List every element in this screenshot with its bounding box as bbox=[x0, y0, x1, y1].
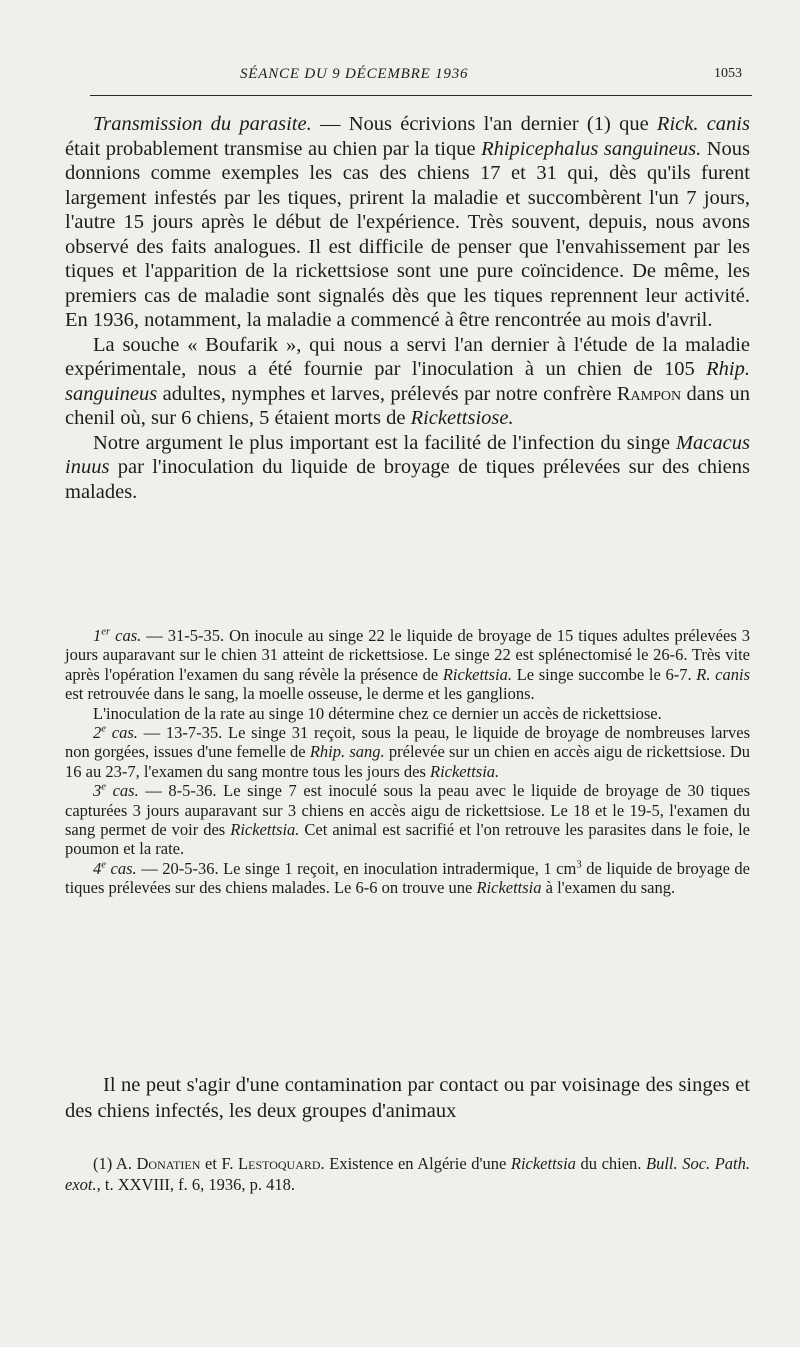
species-name: R. canis bbox=[696, 664, 750, 684]
paragraph-closing: Il ne peut s'agir d'une contamination par contact ou par voisinage des singes et des chiens infectés, les deux groupes d'animaux bbox=[65, 1074, 750, 1122]
author-name: Rampon bbox=[616, 382, 682, 405]
paragraph-boufarik bbox=[65, 333, 750, 431]
paragraph-transmission bbox=[65, 112, 750, 333]
paragraph-text: Notre argument le plus important est la facilité de l'infection du singe bbox=[93, 431, 676, 454]
species-name: Rickettsia. bbox=[230, 820, 300, 840]
case-label: 1er cas. bbox=[93, 625, 142, 645]
paragraph-text: dans un chenil où, sur 6 chiens, 5 étaient morts de bbox=[65, 382, 750, 429]
paragraph-text: par l'inoculation du liquide de broyage de tiques prélevées sur des chiens malades. bbox=[65, 456, 750, 503]
case-text: Cet animal est sacrifié et l'on retrouve les parasites dans le foie, le poumon et la rate. bbox=[65, 820, 750, 859]
case-1-continuation: L'inoculation de la rate au singe 10 détermine chez ce dernier un accès de rickettsiose. bbox=[93, 703, 662, 723]
case-text: Le singe succombe le 6-7. bbox=[512, 664, 697, 684]
case-text: prélevée sur un chien en accès aigu de rickettsiose. Du 16 au 23-7, l'examen du sang montre tous les jours des bbox=[65, 742, 750, 781]
case-text: — 20-5-36. Le singe 1 reçoit, en inoculation intradermique, 1 cm bbox=[136, 858, 577, 878]
page-number: 1053 bbox=[714, 66, 742, 81]
journal-name: Bull. Soc. Path. exot. bbox=[65, 1154, 751, 1194]
paragraph-text: était probablement transmise au chien par la tique bbox=[65, 137, 482, 160]
case-text: de liquide de broyage de tiques prélevées sur des chiens malades. Le 6-6 on trouve une bbox=[65, 858, 751, 898]
running-head: SÉANCE DU 9 DÉCEMBRE 1936 bbox=[240, 66, 469, 82]
paragraph-text: Nous donnions comme exemples les cas des chiens 17 et 31 qui, dès qu'ils furent largement infestés par les tiques, prirent la maladie et succombèrent l'un 7 jours, l'autre 15 jours après le début de l'expérience. Très souvent, depuis, nous avons observé des faits analogues. Il est difficile de penser que l'envahissement par les tiques et l'apparition de la rickettsiose sont une pure coïncidence. De même, les premiers cas de maladie sont signalés dès que les tiques reprennent leur activité. En 1936, notamment, la maladie a commencé à être rencontrée au mois d'avril. bbox=[65, 137, 750, 331]
section-heading: Transmission du parasite. bbox=[93, 113, 312, 135]
species-name: Rhipicephalus sanguineus. bbox=[481, 137, 702, 160]
case-reports bbox=[65, 626, 750, 898]
case-label: 4e cas. bbox=[93, 858, 137, 878]
case-label: 2e cas. bbox=[93, 722, 138, 743]
case-3 bbox=[65, 781, 750, 859]
case-2 bbox=[65, 723, 750, 781]
paragraph-argument bbox=[65, 431, 750, 505]
species-name: Rhip. sang. bbox=[309, 742, 385, 762]
footnote bbox=[65, 1153, 750, 1195]
author-name: Lestoquard. bbox=[238, 1154, 325, 1173]
footnote-text: (1) A. Donatien et F. Lestoquard. Existence en Algérie d'une Rickettsia du chien. Bull. Soc. Path. exot., t. XXVIII, f. 6, 1936, p. 418. bbox=[65, 1154, 751, 1194]
case-label: 3e cas. bbox=[93, 780, 139, 801]
case-text: — 8-5-36. Le singe 7 est inoculé sous la peau avec le liquide de broyage de 30 tiques capturées 3 jours auparavant sur 3 chiens en accès aigu de rickettsiose. Le 18 et le 19-5, l'examen du sang permet de voir des bbox=[65, 781, 750, 840]
paragraph-text: adultes, nymphes et larves, prélevés par notre confrère bbox=[157, 382, 617, 405]
case-4 bbox=[65, 859, 750, 898]
main-body bbox=[65, 112, 750, 504]
species-name: Rickettsia bbox=[476, 878, 542, 898]
paragraph-text: La souche « Boufarik », qui nous a servi l'an dernier à l'étude de la maladie expérimentale, nous a été fournie par l'inoculation à un chien de 105 bbox=[65, 333, 750, 380]
species-name: Rickettsia. bbox=[442, 664, 513, 684]
case-text: est retrouvée dans le sang, la moelle osseuse, le derme et les ganglions. bbox=[65, 684, 535, 704]
disease-name: Rickettsiose. bbox=[410, 407, 514, 429]
species-name: Macacus inuus bbox=[65, 431, 750, 478]
case-text: à l'examen du sang. bbox=[541, 878, 676, 898]
species-name: Rickettsia bbox=[510, 1154, 576, 1173]
species-name: Rickettsia. bbox=[430, 761, 500, 781]
case-1 bbox=[65, 626, 750, 704]
closing-text bbox=[65, 1072, 750, 1124]
case-text: — 31-5-35. On inocule au singe 22 le liquide de broyage de 15 tiques adultes prélevées 3 jours auparavant sur le chien 31 atteint de rickettsiose. Le singe 22 est splénectomisé le 26-6. Très vite après l'opération l'examen du sang révèle la présence de bbox=[65, 626, 750, 684]
superscript: 3 bbox=[576, 858, 582, 871]
paragraph-text: — Nous écrivions l'an dernier (1) que bbox=[311, 113, 657, 135]
species-name: Rick. canis bbox=[656, 113, 750, 135]
header-rule bbox=[90, 95, 752, 96]
case-text: — 13-7-35. Le singe 31 reçoit, sous la peau, le liquide de broyage de nombreuses larves non gorgées, issues d'une femelle de bbox=[65, 723, 750, 762]
species-name: Rhip. sanguineus bbox=[65, 358, 750, 405]
author-name: Donatien bbox=[136, 1154, 201, 1173]
